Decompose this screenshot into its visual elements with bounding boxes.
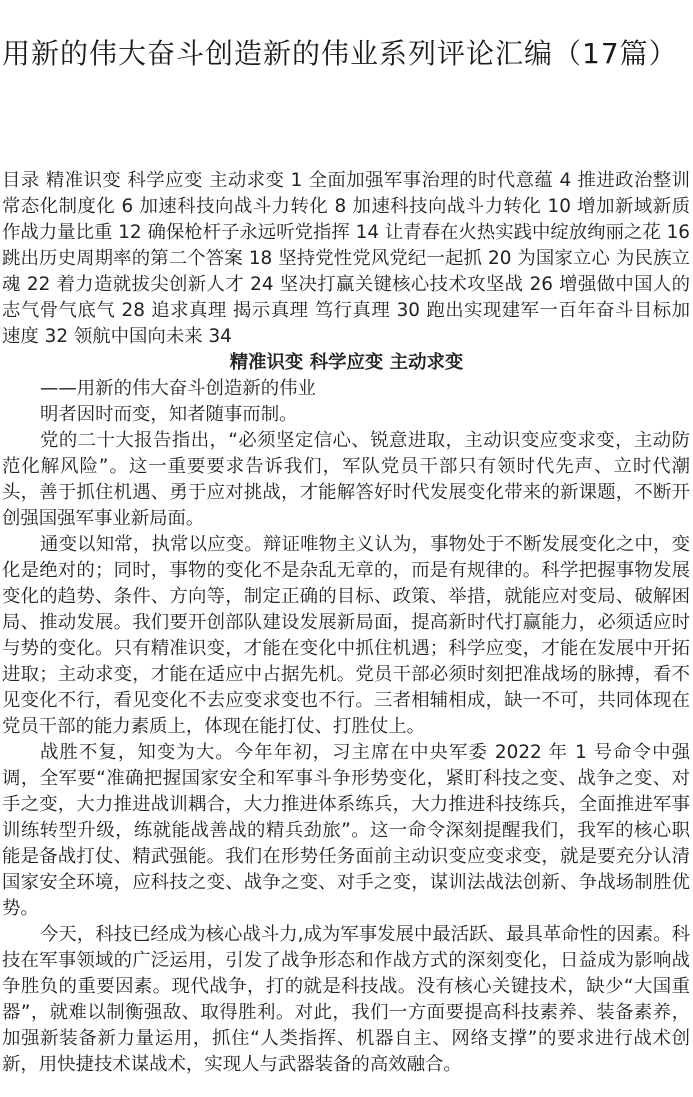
article-body [2,376,690,1078]
paragraph-1: 明者因时而变，知者随事而制。 [40,404,298,425]
paragraph-5: 今天，科技已经成为核心战斗力,成为军事发展中最活跃、最具革命性的因素。科技在军事领域的广泛运用，引发了战争形态和作战方式的深刻变化，日益成为影响战争胜负的重要因素。现代战争，打的就是科技战。没有核心关键技术，缺少“大国重器”，就难以制衡强敌、取得胜利。对此，我们一方面要提高科技素养、装备素养，加强新装备新力量运用，抓住“人类指挥、机器自主、网络支撑”的要求进行战术创新，用快捷技术谋战术，实现人与武器装备的高效融合。 [2,924,690,1075]
table-of-contents: 目录 精准识变 科学应变 主动求变 1 全面加强军事治理的时代意蕴 4 推进政治整训常态化制度化 6 加速科技向战斗力转化 8 加速科技向战斗力转化 10 增加新域新质作战力量比重 12 确保枪杆子永远听党指挥 14 让青春在火热实践中绽放绚丽之花 16 跳出历史周期率的第二个答案 18 坚持党性党风党纪一起抓 20 为国家立心 为民族立魂 22 着力造就拔尖创新人才 24 坚决打赢关键核心技术攻坚战 26 增强做中国人的志气骨气底气 28 追求真理 揭示真理 笃行真理 30 跑出实现建军一百年奋斗目标加速度 32 领航中国向未来 34 [2,170,690,347]
section-heading: 精准识变 科学应变 主动求变 [229,352,464,373]
article-subtitle: ——用新的伟大奋斗创造新的伟业 [40,378,316,399]
paragraph-2: 党的二十大报告指出，“必须坚定信心、锐意进取，主动识变应变求变，主动防范化解风险”。这一重要要求告诉我们，军队党员干部只有领时代先声、立时代潮头，善于抓住机遇、勇于应对挑战，才能解答好时代发展变化带来的新课题，不断开创强国强军事业新局面。 [2,430,690,529]
paragraph-4: 战胜不复，知变为大。今年年初，习主席在中央军委 2022 年 1 号命令中强调，全军要“准确把握国家安全和军事斗争形势变化，紧盯科技之变、战争之变、对手之变，大力推进战训耦合，大力推进体系练兵，大力推进科技练兵，全面推进军事训练转型升级，练就能战善战的精兵劲旅”。这一命令深刻提醒我们，我军的核心职能是备战打仗、精武强能。我们在形势任务面前主动识变应变求变，就是要充分认清国家安全环境，应科技之变、战争之变、对手之变，谋训法战法创新、争战场制胜优势。 [2,742,690,919]
paragraph-3: 通变以知常，执常以应变。辩证唯物主义认为，事物处于不断发展变化之中，变化是绝对的；同时，事物的变化不是杂乱无章的，而是有规律的。科学把握事物发展变化的趋势、条件、方向等，制定正确的目标、政策、举措，就能应对变局、破解困局、推动发展。我们要开创部队建设发展新局面，提高新时代打赢能力，必须适应时与势的变化。只有精准识变，才能在变化中抓住机遇；科学应变，才能在发展中开拓进取；主动求变，才能在适应中占据先机。党员干部必须时刻把准战场的脉搏，看不见变化不行，看见变化不去应变求变也不行。三者相辅相成，缺一不可，共同体现在党员干部的能力素质上，体现在能打仗、打胜仗上。 [2,534,690,737]
document-title: 用新的伟大奋斗创造新的伟业系列评论汇编（17篇） [2,37,678,70]
